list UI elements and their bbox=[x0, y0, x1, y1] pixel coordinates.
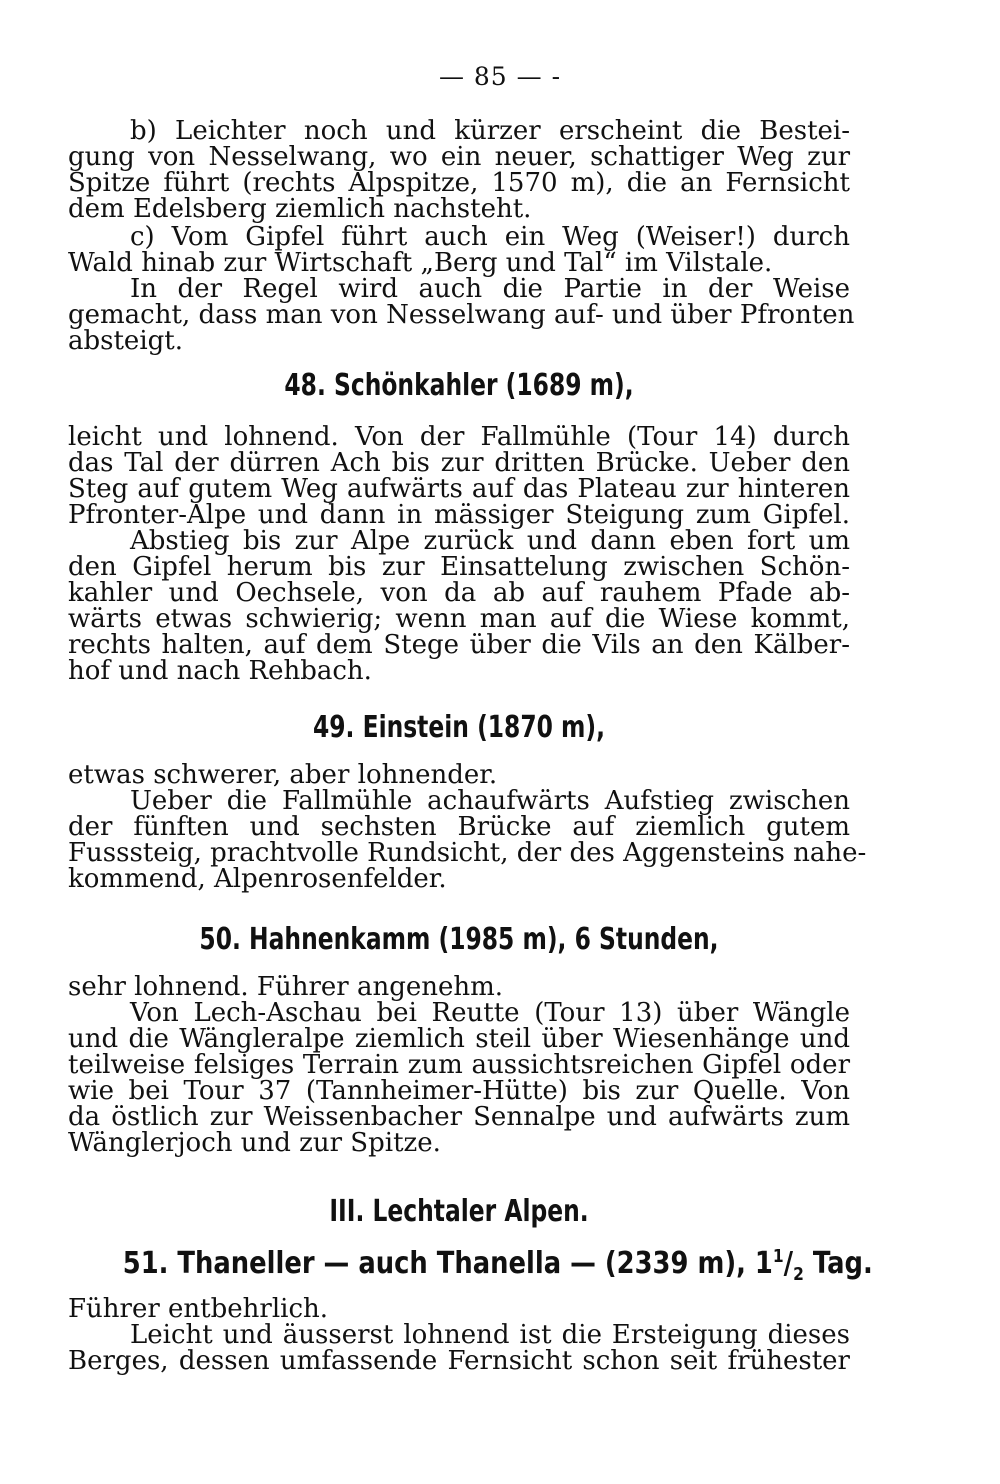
text-line: b) Leichter noch und kürzer erscheint die Bestei- bbox=[130, 116, 850, 146]
text-line: da östlich zur Weissenbacher Sennalpe und aufwärts zum bbox=[68, 1102, 850, 1132]
text-line: hof und nach Rehbach. bbox=[68, 656, 372, 686]
fraction-denominator: 2 bbox=[793, 1264, 804, 1285]
text-line: Ueber die Fallmühle achaufwärts Aufstieg zwischen bbox=[130, 786, 850, 816]
text-line: Wald hinab zur Wirtschaft „Berg und Tal“ im Vilstale. bbox=[68, 248, 773, 278]
text-line: der fünften und sechsten Brücke auf ziemlich gutem bbox=[68, 812, 850, 842]
tour51-paragraph-2 bbox=[68, 1322, 850, 1374]
text-line: Berges, dessen umfassende Fernsicht schon seit frühester bbox=[68, 1346, 850, 1376]
text-line: Pfronter-Alpe und dann in mässiger Steigung zum Gipfel. bbox=[68, 500, 850, 530]
text-line: Steg auf gutem Weg aufwärts auf das Plateau zur hinteren bbox=[68, 474, 850, 504]
text-line: wärts etwas schwierig; wenn man auf die Wiese kommt, bbox=[68, 604, 850, 634]
text-line: kommend, Alpenrosenfelder. bbox=[68, 864, 447, 894]
text-line: das Tal der dürren Ach bis zur dritten Brücke. Ueber den bbox=[68, 448, 850, 478]
text-line: gung von Nesselwang, wo ein neuer, schattiger Weg zur bbox=[68, 142, 850, 172]
text-line: rechts halten, auf dem Stege über die Vils an den Kälber- bbox=[68, 630, 850, 660]
paragraph-b bbox=[68, 118, 850, 222]
text-line: leicht und lohnend. Von der Fallmühle (Tour 14) durch bbox=[68, 422, 850, 452]
text-line: absteigt. bbox=[68, 326, 183, 356]
tour49-paragraph-1 bbox=[68, 762, 850, 788]
tour49-paragraph-2 bbox=[68, 786, 867, 894]
heading-tour-51-text: 51. Thaneller — auch Thanella — (2339 m), 1 bbox=[122, 1246, 773, 1281]
text-line: dem Edelsberg ziemlich nachsteht. bbox=[68, 194, 532, 224]
paragraph-c bbox=[68, 224, 850, 276]
text-line: Abstieg bis zur Alpe zurück und dann eben fort um bbox=[130, 526, 850, 556]
text-line: Leicht und äusserst lohnend ist die Ersteigung dieses bbox=[130, 1320, 850, 1350]
heading-tour-48: 48. Schönkahler (1689 m), bbox=[284, 368, 634, 403]
text-line: Von Lech-Aschau bei Reutte (Tour 13) über Wängle bbox=[130, 998, 850, 1028]
tour48-paragraph-1 bbox=[68, 424, 850, 528]
text-line: und die Wängleralpe ziemlich steil über Wiesenhänge und bbox=[68, 1024, 850, 1054]
tour48-paragraph-2 bbox=[68, 528, 850, 684]
text-line: etwas schwerer, aber lohnender. bbox=[68, 760, 498, 790]
heading-tour-51-end: Tag. bbox=[803, 1246, 873, 1281]
text-line: Fusssteig, prachtvolle Rundsicht, der des Aggensteins nahe- bbox=[68, 838, 867, 868]
text-line: sehr lohnend. Führer angenehm. bbox=[68, 972, 504, 1002]
text-line: c) Vom Gipfel führt auch ein Weg (Weiser!) durch bbox=[130, 222, 850, 252]
fraction-numerator: 1 bbox=[772, 1246, 784, 1267]
text-line: gemacht, dass man von Nesselwang auf- und über Pfronten bbox=[68, 300, 855, 330]
text-line: kahler und Oechsele, von da ab auf rauhem Pfade ab- bbox=[68, 578, 850, 608]
heading-tour-51 bbox=[122, 1246, 873, 1285]
text-line: den Gipfel herum bis zur Einsattelung zwischen Schön- bbox=[68, 552, 850, 582]
text-line: wie bei Tour 37 (Tannheimer-Hütte) bis zur Quelle. Von bbox=[68, 1076, 850, 1106]
heading-section-iii: III. Lechtaler Alpen. bbox=[329, 1194, 589, 1229]
fraction-slash: / bbox=[783, 1246, 794, 1281]
tour50-paragraph-1 bbox=[68, 974, 850, 1000]
text-line: Spitze führt (rechts Alpspitze, 1570 m), die an Fernsicht bbox=[68, 168, 850, 198]
tour50-paragraph-2 bbox=[68, 1000, 850, 1156]
heading-tour-49: 49. Einstein (1870 m), bbox=[312, 710, 606, 745]
text-line: In der Regel wird auch die Partie in der Weise bbox=[130, 274, 850, 304]
text-line: teilweise felsiges Terrain zum aussichtsreichen Gipfel oder bbox=[68, 1050, 850, 1080]
text-line: Wänglerjoch und zur Spitze. bbox=[68, 1128, 441, 1158]
text-line: Führer entbehrlich. bbox=[68, 1294, 329, 1324]
tour51-paragraph-1 bbox=[68, 1296, 850, 1322]
heading-tour-50: 50. Hahnenkamm (1985 m), 6 Stunden, bbox=[199, 922, 719, 957]
paragraph-regel bbox=[68, 274, 855, 356]
page-number: — 85 — - bbox=[438, 62, 562, 91]
